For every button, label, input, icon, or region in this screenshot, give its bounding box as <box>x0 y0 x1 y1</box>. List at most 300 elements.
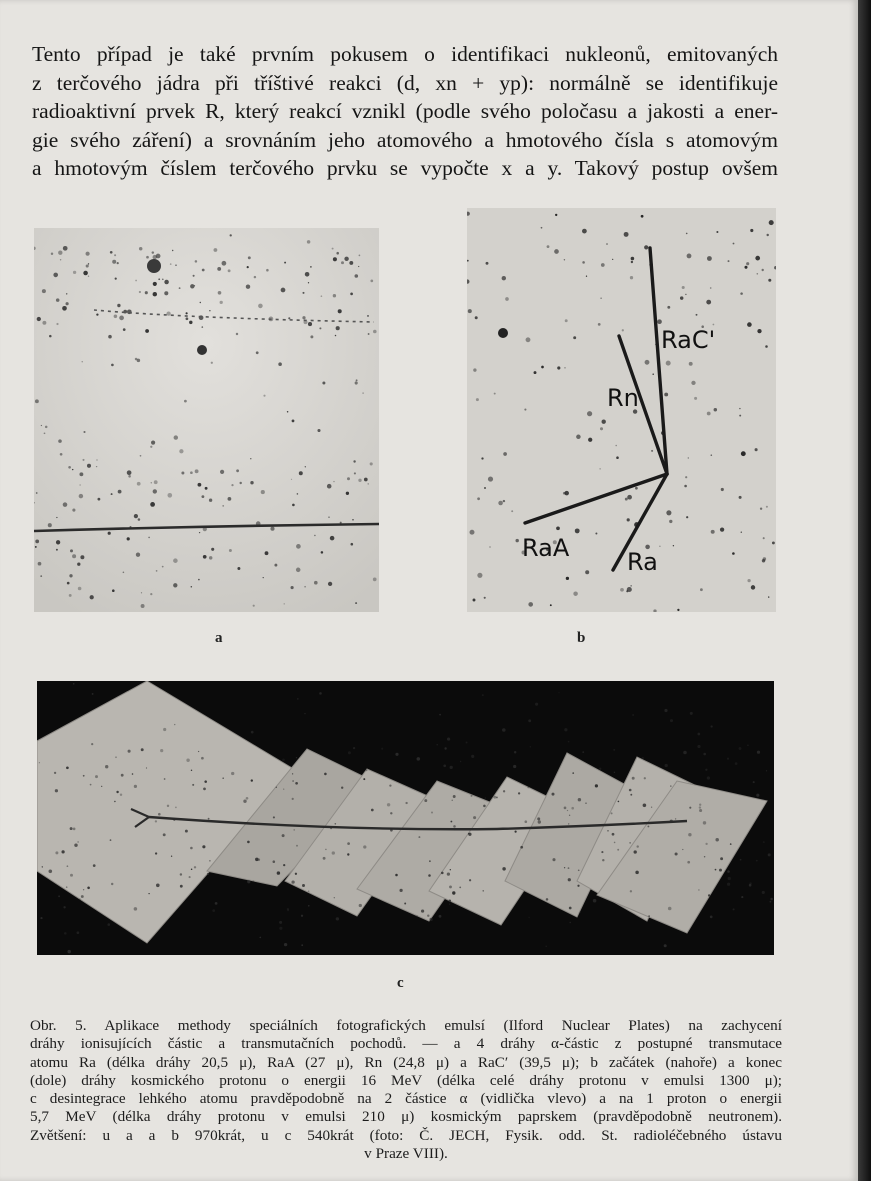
emulsion-grain <box>63 906 65 908</box>
emulsion-grain <box>92 693 94 695</box>
emulsion-grain <box>323 857 326 860</box>
emulsion-grain <box>58 895 60 897</box>
emulsion-grain <box>281 288 286 293</box>
emulsion-grain <box>541 227 543 229</box>
emulsion-grain <box>201 326 203 328</box>
emulsion-grain <box>314 535 315 536</box>
emulsion-grain <box>635 487 638 490</box>
emulsion-grain <box>452 800 453 801</box>
emulsion-grain <box>279 927 282 930</box>
emulsion-grain <box>362 392 363 393</box>
emulsion-grain <box>664 709 667 712</box>
paragraph-line: Tento případ je také prvním pokusem o identifikaci nukleonů, emitovaných <box>32 42 778 66</box>
emulsion-grain <box>292 773 293 774</box>
emulsion-grain <box>481 457 483 459</box>
emulsion-grain <box>534 371 537 374</box>
emulsion-grain <box>95 775 98 778</box>
emulsion-grain <box>516 539 519 542</box>
emulsion-grain <box>586 276 587 277</box>
emulsion-grain <box>502 867 505 870</box>
emulsion-grain <box>452 891 455 894</box>
emulsion-grain <box>201 495 204 498</box>
emulsion-grain <box>395 874 398 877</box>
emulsion-grain <box>66 886 68 888</box>
emulsion-grain <box>166 311 170 315</box>
emulsion-grain <box>284 603 285 604</box>
emulsion-grain <box>600 297 601 298</box>
emulsion-grain <box>338 309 342 313</box>
emulsion-grain <box>145 291 148 294</box>
emulsion-grain <box>171 856 172 857</box>
emulsion-grain <box>719 869 722 872</box>
emulsion-grain <box>243 800 246 803</box>
emulsion-grain <box>101 786 102 787</box>
emulsion-grain <box>72 469 73 470</box>
emulsion-grain <box>703 821 706 824</box>
emulsion-grain <box>120 793 122 795</box>
emulsion-grain <box>86 252 90 256</box>
emulsion-grain <box>607 830 609 832</box>
emulsion-grain <box>72 509 75 512</box>
emulsion-grain <box>690 712 693 715</box>
grain-blob <box>197 345 207 355</box>
emulsion-grain <box>341 261 344 264</box>
emulsion-grain <box>373 578 377 582</box>
emulsion-grain <box>755 448 758 451</box>
emulsion-grain <box>83 775 85 777</box>
emulsion-grain <box>518 792 520 794</box>
emulsion-grain <box>202 269 205 272</box>
emulsion-grain <box>602 859 604 861</box>
emulsion-grain <box>686 233 688 235</box>
emulsion-grain <box>261 490 265 494</box>
emulsion-grain <box>295 873 297 875</box>
emulsion-grain <box>670 785 672 787</box>
emulsion-grain <box>247 880 250 883</box>
emulsion-grain <box>148 893 149 894</box>
emulsion-grain <box>616 456 619 459</box>
emulsion-grain <box>355 274 359 278</box>
emulsion-grain <box>284 943 287 946</box>
emulsion-grain <box>707 256 712 261</box>
emulsion-grain <box>186 758 189 761</box>
emulsion-grain <box>689 362 693 366</box>
emulsion-grain <box>45 426 48 429</box>
emulsion-grain <box>156 570 158 572</box>
emulsion-grain <box>511 510 513 512</box>
emulsion-grain <box>203 555 207 559</box>
emulsion-grain <box>49 335 52 338</box>
emulsion-grain <box>627 495 632 500</box>
caption-line: Obr. 5. Aplikace methody speciálních fotografických emulsí (Ilford Nuclear Plates) na zachycení <box>30 1017 782 1034</box>
emulsion-grain <box>73 271 76 274</box>
emulsion-grain <box>565 319 568 322</box>
emulsion-grain <box>530 746 532 748</box>
track-label-ra: Ra <box>627 548 658 576</box>
emulsion-grain <box>333 481 334 482</box>
emulsion-grain <box>79 472 83 476</box>
caption-line: 5,7 MeV (délka dráhy protonu v emulsi 210 μ) kosmickým paprskem (pravděpodobně neutronem). <box>30 1108 782 1126</box>
emulsion-grain <box>56 540 60 544</box>
emulsion-grain <box>449 885 452 888</box>
emulsion-grain <box>114 254 116 256</box>
emulsion-grain <box>573 336 576 339</box>
emulsion-grain <box>524 820 527 823</box>
emulsion-grain <box>720 527 724 531</box>
emulsion-grain <box>254 276 256 278</box>
emulsion-grain <box>443 764 446 767</box>
emulsion-grain <box>666 361 671 366</box>
emulsion-grain <box>739 496 742 499</box>
paragraph-line: z terčového jádra při tříštivé reakci (d, xn + yp): normálně se identifikuje <box>32 70 778 95</box>
emulsion-grain <box>42 289 46 293</box>
emulsion-grain <box>56 517 57 518</box>
emulsion-grain <box>87 887 90 890</box>
emulsion-grain <box>186 317 189 320</box>
emulsion-grain <box>138 518 141 521</box>
emulsion-grain <box>301 944 303 946</box>
emulsion-grain <box>644 245 648 249</box>
emulsion-grain <box>39 762 40 763</box>
emulsion-grain <box>359 904 362 907</box>
emulsion-grain <box>274 564 277 567</box>
emulsion-grain <box>167 805 169 807</box>
emulsion-grain <box>721 488 724 491</box>
emulsion-grain <box>140 455 142 457</box>
emulsion-grain <box>730 843 732 845</box>
emulsion-grain <box>276 787 277 788</box>
emulsion-grain <box>763 537 765 539</box>
emulsion-grain <box>110 251 113 254</box>
emulsion-grain <box>332 851 335 854</box>
grain-blob <box>498 328 508 338</box>
emulsion-grain <box>68 466 71 469</box>
emulsion-grain <box>347 842 350 845</box>
emulsion-grain <box>148 537 150 539</box>
emulsion-grain <box>78 587 82 591</box>
emulsion-grain <box>194 285 195 286</box>
emulsion-grain <box>502 728 506 732</box>
emulsion-grain <box>163 833 166 836</box>
emulsion-grain <box>664 944 667 947</box>
emulsion-grain <box>470 530 475 535</box>
emulsion-grain <box>760 508 762 510</box>
emulsion-grain <box>682 286 685 289</box>
emulsion-grain <box>699 804 701 806</box>
emulsion-grain <box>308 890 309 891</box>
track-label-rac: RaC' <box>661 326 716 354</box>
emulsion-grain <box>146 767 147 768</box>
emulsion-grain <box>755 256 760 261</box>
emulsion-grain <box>302 316 305 319</box>
emulsion-grain <box>469 879 471 881</box>
emulsion-grain <box>209 499 212 502</box>
emulsion-grain <box>578 798 581 801</box>
emulsion-grain <box>222 505 224 507</box>
emulsion-grain <box>355 602 357 604</box>
emulsion-grain <box>55 789 58 792</box>
emulsion-grain <box>74 843 77 846</box>
emulsion-grain <box>55 851 58 854</box>
emulsion-grain <box>310 335 313 338</box>
emulsion-grain <box>139 247 142 250</box>
emulsion-grain <box>450 869 451 870</box>
emulsion-grain <box>220 301 223 304</box>
emulsion-grain <box>441 872 444 875</box>
emulsion-grain <box>577 885 579 887</box>
emulsion-grain <box>63 502 68 507</box>
emulsion-grain <box>703 753 706 756</box>
emulsion-grain <box>314 581 318 585</box>
emulsion-grain <box>572 772 574 774</box>
emulsion-grain <box>735 762 738 765</box>
emulsion-grain <box>762 269 764 271</box>
emulsion-grain <box>263 577 264 578</box>
emulsion-grain <box>164 280 169 285</box>
emulsion-grain <box>705 769 707 771</box>
emulsion-grain <box>564 867 565 868</box>
emulsion-grain <box>691 381 695 385</box>
emulsion-grain <box>727 883 730 886</box>
emulsion-grain <box>90 595 94 599</box>
emulsion-grain <box>81 895 84 898</box>
emulsion-grain <box>593 899 597 903</box>
emulsion-grain <box>685 294 686 295</box>
emulsion-grain <box>297 698 299 700</box>
emulsion-grain <box>770 898 773 901</box>
emulsion-grain <box>468 833 471 836</box>
emulsion-grain <box>568 867 570 869</box>
emulsion-grain <box>484 597 486 599</box>
emulsion-grain <box>175 807 177 809</box>
emulsion-grain <box>641 215 644 218</box>
emulsion-grain <box>160 749 163 752</box>
emulsion-grain <box>111 883 113 885</box>
emulsion-grain <box>686 516 688 518</box>
emulsion-grain <box>417 757 421 761</box>
emulsion-grain <box>118 490 122 494</box>
emulsion-grain <box>627 587 632 592</box>
emulsion-grain <box>293 829 295 831</box>
emulsion-image-a <box>34 228 379 612</box>
emulsion-grain <box>153 292 157 296</box>
emulsion-grain <box>612 833 615 836</box>
emulsion-grain <box>450 766 453 769</box>
emulsion-grain <box>428 874 431 877</box>
emulsion-grain <box>194 866 196 868</box>
emulsion-grain <box>83 889 84 890</box>
emulsion-grain <box>333 257 337 261</box>
emulsion-grain <box>158 813 161 816</box>
emulsion-grain <box>88 263 89 264</box>
emulsion-grain <box>601 263 605 267</box>
emulsion-grain <box>528 719 531 722</box>
emulsion-grain <box>270 527 274 531</box>
emulsion-grain <box>624 232 629 237</box>
emulsion-grain <box>746 262 749 265</box>
emulsion-grain <box>66 766 69 769</box>
emulsion-grain <box>302 884 305 887</box>
paragraph-line: gie svého záření) a srovnáním jeho atomového a hmotového čísla s atomovým <box>32 127 778 152</box>
emulsion-grain <box>207 873 209 875</box>
emulsion-grain <box>541 366 544 369</box>
emulsion-grain <box>418 836 420 838</box>
emulsion-grain <box>141 604 145 608</box>
emulsion-grain <box>308 905 310 907</box>
emulsion-grain <box>347 477 350 480</box>
emulsion-grain <box>79 494 83 498</box>
emulsion-grain <box>429 860 431 862</box>
emulsion-grain <box>173 558 178 563</box>
emulsion-grain <box>193 275 195 277</box>
emulsion-grain <box>629 789 632 792</box>
emulsion-grain <box>79 898 80 899</box>
emulsion-grain <box>123 572 125 574</box>
emulsion-grain <box>524 409 526 411</box>
emulsion-grain <box>263 395 265 397</box>
emulsion-grain <box>212 909 215 912</box>
emulsion-grain <box>756 860 758 862</box>
emulsion-grain <box>747 322 752 327</box>
emulsion-grain <box>576 435 581 440</box>
emulsion-grain <box>711 530 715 534</box>
emulsion-grain <box>173 583 177 587</box>
caption-line: c desintegrace lehkého atomu pravděpodobně na 2 částice α (vidlička vlevo) a na 1 proton o energii <box>30 1090 782 1108</box>
emulsion-grain <box>600 427 603 430</box>
emulsion-grain <box>630 890 632 892</box>
emulsion-grain <box>236 333 238 335</box>
emulsion-grain <box>88 275 89 276</box>
emulsion-grain <box>152 251 154 253</box>
emulsion-grain <box>733 908 735 910</box>
emulsion-grain <box>427 915 429 917</box>
emulsion-grain <box>710 916 713 919</box>
emulsion-grain <box>119 316 124 321</box>
emulsion-grain <box>69 594 72 597</box>
emulsion-grain <box>439 714 441 716</box>
emulsion-grain <box>687 253 692 258</box>
emulsion-grain <box>322 382 325 385</box>
emulsion-grain <box>460 761 461 762</box>
emulsion-grain <box>645 360 650 365</box>
emulsion-grain <box>158 278 160 280</box>
emulsion-grain <box>60 453 63 456</box>
emulsion-grain <box>496 796 498 798</box>
emulsion-grain <box>308 282 309 283</box>
emulsion-grain <box>250 458 251 459</box>
emulsion-grain <box>687 861 690 864</box>
emulsion-grain <box>56 549 58 551</box>
emulsion-grain <box>228 269 231 272</box>
emulsion-grain <box>363 845 366 848</box>
emulsion-grain <box>620 588 624 592</box>
emulsion-grain <box>203 788 206 791</box>
emulsion-grain <box>231 484 233 486</box>
emulsion-grain <box>751 585 755 589</box>
emulsion-grain <box>546 898 549 901</box>
emulsion-grain <box>514 751 516 753</box>
emulsion-grain <box>494 393 496 395</box>
emulsion-grain <box>139 291 141 293</box>
emulsion-grain <box>220 470 224 474</box>
emulsion-grain <box>568 878 571 881</box>
emulsion-grain <box>162 278 164 280</box>
emulsion-grain <box>747 579 750 582</box>
emulsion-grain <box>473 816 476 819</box>
emulsion-grain <box>246 797 249 800</box>
emulsion-grain <box>763 841 765 843</box>
emulsion-grain <box>44 432 46 434</box>
emulsion-grain <box>305 466 306 467</box>
emulsion-grain <box>273 816 275 818</box>
emulsion-grain <box>172 250 173 251</box>
emulsion-grain <box>218 291 222 295</box>
emulsion-grain <box>319 692 322 695</box>
emulsion-grain <box>659 546 661 548</box>
emulsion-grain <box>174 435 178 439</box>
emulsion-grain <box>503 790 505 792</box>
emulsion-grain <box>41 425 42 426</box>
emulsion-grain <box>642 757 644 759</box>
emulsion-grain <box>69 574 72 577</box>
emulsion-grain <box>351 543 354 546</box>
emulsion-grain <box>471 755 474 758</box>
emulsion-grain <box>189 876 191 878</box>
emulsion-grain <box>348 751 351 754</box>
emulsion-grain <box>502 276 506 280</box>
emulsion-grain <box>727 870 730 873</box>
track-label-rn: Rn <box>607 384 639 412</box>
emulsion-grain <box>97 498 100 501</box>
emulsion-grain <box>332 248 334 250</box>
emulsion-grain <box>453 825 456 828</box>
emulsion-grain <box>694 397 697 400</box>
emulsion-grain <box>36 492 38 494</box>
emulsion-grain <box>40 917 42 919</box>
emulsion-grain <box>673 545 674 546</box>
emulsion-grain <box>568 823 569 824</box>
emulsion-grain <box>473 368 476 371</box>
emulsion-grain <box>325 849 327 851</box>
emulsion-grain <box>38 562 42 566</box>
emulsion-grain <box>631 585 632 586</box>
emulsion-grain <box>328 582 332 586</box>
emulsion-grain <box>150 593 152 595</box>
emulsion-grain <box>163 728 166 731</box>
emulsion-grain <box>431 812 433 814</box>
emulsion-grain <box>287 411 289 413</box>
emulsion-grain <box>632 777 635 780</box>
emulsion-grain <box>259 937 261 939</box>
emulsion-grain <box>137 482 141 486</box>
emulsion-grain <box>211 362 213 364</box>
emulsion-grain <box>595 784 598 787</box>
emulsion-grain <box>740 859 742 861</box>
emulsion-grain <box>307 240 311 244</box>
emulsion-grain <box>439 915 442 918</box>
emulsion-grain <box>526 337 531 342</box>
emulsion-grain <box>625 498 628 501</box>
emulsion-grain <box>66 293 67 294</box>
emulsion-grain <box>550 604 552 606</box>
emulsion-grain <box>477 497 480 500</box>
emulsion-grain <box>336 917 339 920</box>
emulsion-grain <box>762 559 765 562</box>
emulsion-grain <box>766 506 768 508</box>
emulsion-grain <box>749 884 752 887</box>
emulsion-grain <box>211 548 214 551</box>
emulsion-grain <box>707 776 710 779</box>
